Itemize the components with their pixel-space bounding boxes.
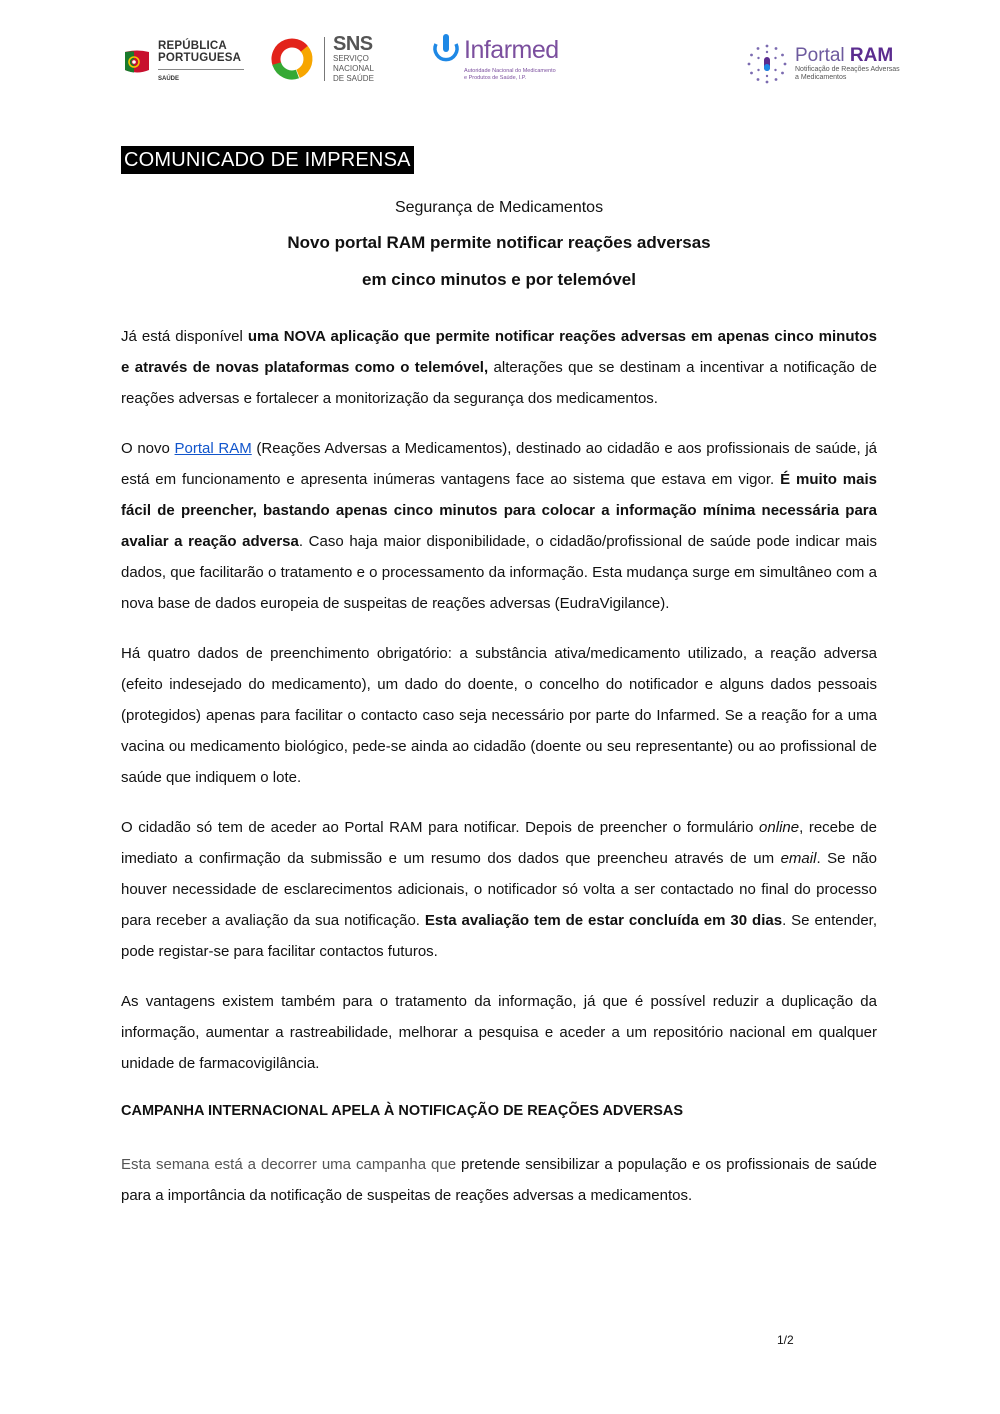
paragraph-5: As vantagens existem também para o tratamento da informação, já que é possível reduzir a duplicação da informação, aumentar a rastreabilidade, melhorar a pesquisa e aceder a um repositório nacional em qualquer unidade de farmacovigilância.	[121, 993, 877, 1072]
p4-g: . Se entender, pode registar-se para facilitar contactos futuros.	[121, 912, 878, 960]
portal-ram-link[interactable]: Portal RAM	[174, 440, 252, 457]
paragraph-3: Há quatro dados de preenchimento obrigatório: a substância ativa/medicamento utilizado, a reação adversa (efeito indesejado do medicamento), um dado do doente, o concelho do notificador e alguns dados pessoais (protegidos) apenas para facilitar o contacto caso seja necessário por parte do Infarmed. Se a reação for a uma vacina ou medicamento biológico, pede-se ainda ao cidadão (doente ou seu representante) ou ao profissional de saúde que indiquem o lote.	[121, 645, 877, 786]
p2-d: . Caso haja maior disponibilidade, o cidadão/profissional de saúde pode indicar mais dados, que facilitarão o tratamento e o processamento da informação. Esta mudança surge em simultâneo com a nova base de dados europeia de suspeitas de reações adversas (EudraVigilance).	[121, 533, 878, 612]
paragraph-6	[121, 1149, 877, 1211]
infarmed-name: Infarmed	[464, 36, 559, 64]
page-number: 1/2	[777, 1333, 794, 1347]
p4-e: . Se não houver necessidade de esclarecimentos adicionais, o notificador só volta a ser contactado no final do processo para receber a avaliação da sua notificação.	[121, 850, 877, 929]
republica-line1: REPÚBLICA	[158, 40, 227, 52]
infarmed-mark-icon	[430, 32, 462, 68]
headline-line2: em cinco minutos e por telemóvel	[362, 270, 636, 289]
section-title: CAMPANHA INTERNACIONAL APELA À NOTIFICAÇÃO DE REAÇÕES ADVERSAS	[121, 1103, 684, 1119]
republica-portuguesa-logo	[122, 40, 244, 85]
p1-a: Já está disponível	[121, 328, 248, 345]
paragraph-2	[121, 433, 877, 619]
portal-ram-line1: Notificação de Reações Adversas	[795, 66, 900, 73]
sns-ring-icon	[270, 37, 314, 81]
p2-b: (Reações Adversas a Medicamentos), destinado ao cidadão e aos profissionais de saúde, já está em funcionamento e apresenta inúmeras vantagens face ao sistema que estava em vigor.	[121, 440, 878, 488]
portal-ram-dots-icon	[745, 42, 789, 86]
paragraph-1	[121, 321, 877, 414]
p4-b: online	[759, 819, 800, 836]
republica-line3: SAÚDE	[158, 69, 244, 85]
press-release-tag: COMUNICADO DE IMPRENSA	[121, 146, 414, 174]
portal-ram-line2: a Medicamentos	[795, 74, 847, 81]
p2-a: O novo	[121, 440, 175, 457]
infarmed-line1: Autoridade Nacional do Medicamento	[464, 68, 556, 74]
sns-logo	[270, 34, 403, 84]
p1-c: alterações que se destinam a incentivar a notificação de reações adversas e fortalecer a monitorização da segurança dos medicamentos.	[121, 359, 877, 407]
p6-b: pretende sensibilizar a população e os profissionais de saúde para a importância da notificação de suspeitas de reações adversas a medicamentos.	[121, 1156, 877, 1204]
p1-b: uma NOVA aplicação que permite notificar reações adversas em apenas cinco minutos e através de novas plataformas como o telemóvel,	[121, 328, 877, 376]
portal-ram-logo	[745, 42, 915, 86]
republica-line2: PORTUGUESA	[158, 52, 242, 64]
p4-a: O cidadão só tem de aceder ao Portal RAM para notificar. Depois de preencher o formulário	[121, 819, 760, 836]
kicker: Segurança de Medicamentos	[394, 199, 604, 216]
paragraph-4	[121, 812, 877, 967]
sns-line1: SERVIÇO NACIONAL	[333, 54, 374, 73]
infarmed-logo	[430, 32, 574, 82]
p4-c: , recebe de imediato a confirmação da submissão e um resumo dos dados que preencheu através de um	[121, 819, 877, 867]
logo-strip	[0, 30, 1000, 100]
portal-ram-name-bold: RAM	[849, 45, 894, 66]
p6-a: Esta semana está a decorrer uma campanha que	[121, 1156, 457, 1173]
portal-ram-name	[795, 46, 915, 66]
p4-f: Esta avaliação tem de estar concluída em 30 dias	[424, 912, 783, 929]
sns-line2: DE SAÚDE	[333, 74, 374, 83]
infarmed-line2: e Produtos de Saúde, I.P.	[464, 75, 527, 81]
p4-d: email	[780, 850, 817, 867]
p2-c: É muito mais fácil de preencher, bastando apenas cinco minutos para colocar a informação mínima necessária para avaliar a reação adversa	[121, 471, 877, 550]
sns-divider	[324, 37, 325, 81]
portal-ram-name-regular: Portal	[795, 45, 850, 66]
portugal-flag-icon	[122, 48, 152, 78]
sns-acronym: SNS	[333, 33, 373, 55]
headline-line1: Novo portal RAM permite notificar reações adversas	[287, 233, 711, 252]
